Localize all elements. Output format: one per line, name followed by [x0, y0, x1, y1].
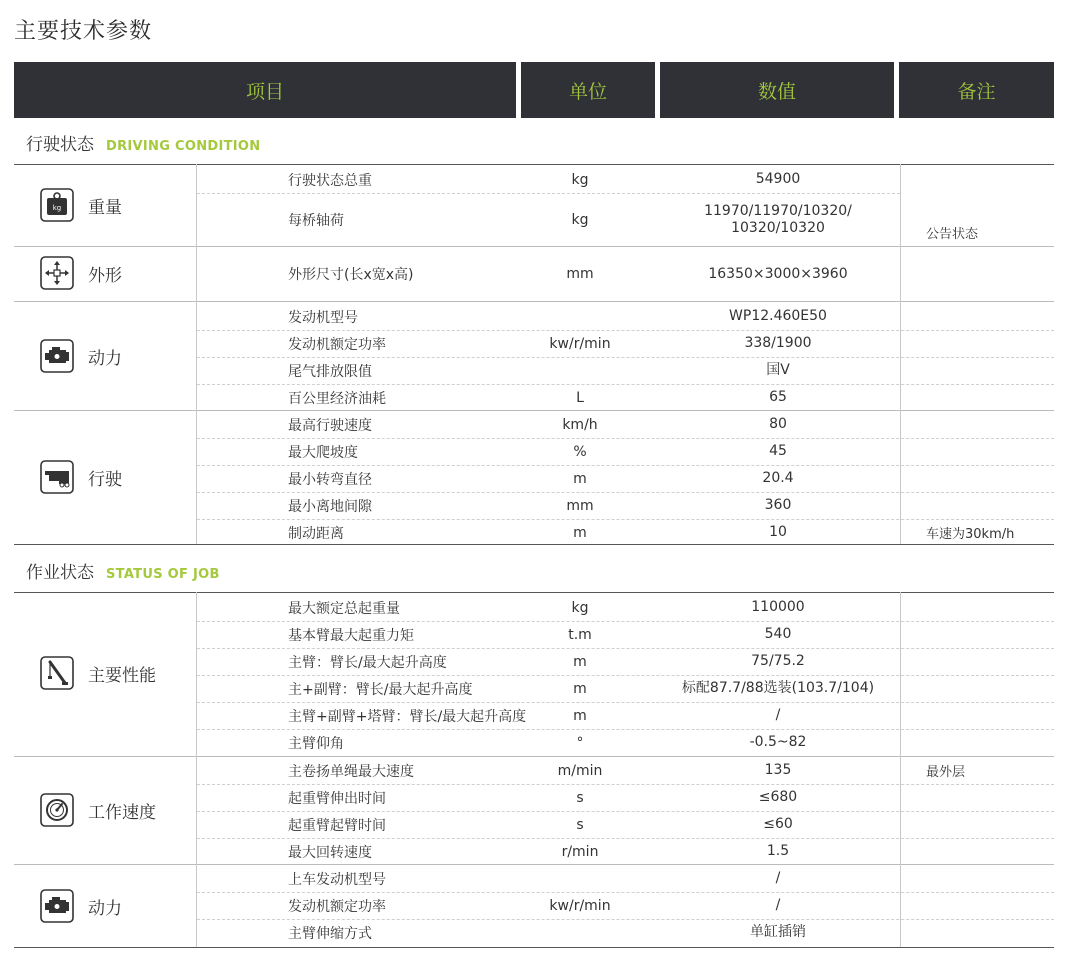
svg-text:kg: kg: [52, 204, 62, 212]
row-unit: %: [573, 443, 587, 460]
group-shape: [40, 256, 122, 290]
header-note: 备注: [899, 62, 1054, 118]
column-divider: [900, 592, 901, 947]
group-label: 动力: [88, 348, 122, 369]
row-value: -0.5~82: [749, 734, 807, 750]
row-item: 主臂仰角: [288, 735, 344, 752]
row-value: ≤60: [763, 816, 793, 832]
row-unit: m/min: [557, 762, 603, 779]
table-header: [14, 62, 1054, 118]
section-driving-cn: 行驶状态: [26, 135, 94, 155]
row-value: 540: [764, 626, 792, 642]
row-unit: m: [573, 653, 587, 670]
row-unit: km/h: [562, 416, 598, 433]
row-note: [926, 166, 1054, 193]
section-job-cn: 作业状态: [26, 563, 94, 583]
row-item: 主臂：臂长/最大起升高度: [288, 654, 447, 671]
row-item: 主臂+副臂+塔臂：臂长/最大起升高度: [288, 708, 527, 725]
row-item: 百公里经济油耗: [288, 390, 386, 407]
row-item: 上车发动机型号: [288, 871, 386, 888]
row-note: [926, 303, 1054, 330]
row-value: 360: [764, 497, 792, 513]
row-item: 最大回转速度: [288, 844, 372, 861]
page-title: 主要技术参数: [14, 19, 153, 44]
row-item: 最大爬坡度: [288, 444, 358, 461]
row-item: 每桥轴荷: [288, 212, 344, 229]
group-label: 主要性能: [88, 665, 156, 686]
row-note: [926, 492, 1054, 519]
section-rule: [14, 592, 1054, 593]
row-note: [926, 330, 1054, 357]
row-note: [926, 919, 1054, 946]
row-note: 车速为30km/h: [926, 527, 1015, 542]
row-item: 外形尺寸(长x宽x高): [288, 267, 414, 283]
row-unit: L: [576, 389, 584, 406]
row-note: [926, 594, 1054, 621]
row-item: 基本臂最大起重力矩: [288, 627, 414, 644]
group-divider: [14, 301, 1054, 302]
scale-kg-icon: [40, 188, 74, 222]
row-note: [926, 892, 1054, 919]
row-value: 54900: [755, 171, 801, 187]
row-value: 80: [769, 416, 787, 432]
row-item: 最高行驶速度: [288, 417, 372, 434]
group-travel: [40, 460, 122, 494]
row-item: 发动机型号: [288, 309, 358, 326]
row-note: [926, 648, 1054, 675]
group-label: 外形: [88, 265, 122, 286]
group-weight: [40, 188, 122, 222]
row-note: [926, 621, 1054, 648]
row-value: 338/1900: [744, 335, 812, 351]
row-item: 主卷扬单绳最大速度: [288, 763, 414, 780]
row-note: 最外层: [926, 765, 966, 780]
row-item: 主臂伸缩方式: [288, 925, 372, 942]
row-item: 最大额定总起重量: [288, 600, 400, 617]
move-arrows-icon: [40, 256, 74, 290]
truck-icon: [40, 460, 74, 494]
row-unit: mm: [566, 497, 594, 514]
row-unit: s: [576, 789, 584, 806]
row-item: 最小离地间隙: [288, 498, 372, 515]
row-note: [926, 865, 1054, 892]
section-job-en: STATUS OF JOB: [106, 567, 220, 582]
engine-icon: [40, 339, 74, 373]
row-unit: r/min: [561, 843, 599, 860]
row-value: 单缸插销: [750, 924, 806, 940]
crane-boom-icon: [40, 656, 74, 690]
row-note: [926, 384, 1054, 411]
group-label: 工作速度: [88, 802, 156, 823]
row-value: 16350×3000×3960: [708, 265, 848, 282]
column-divider: [196, 164, 197, 544]
row-unit: m: [573, 524, 587, 541]
row-note: [926, 729, 1054, 756]
row-value: 1.5: [766, 843, 790, 859]
speedometer-icon: [40, 793, 74, 827]
group-power: [40, 339, 122, 373]
header-unit: 单位: [521, 62, 655, 118]
row-unit: s: [576, 816, 584, 833]
group-power2: [40, 889, 122, 923]
row-unit: kg: [571, 211, 589, 228]
row-note: [926, 465, 1054, 492]
header-item: 项目: [14, 62, 516, 118]
row-note: [926, 838, 1054, 865]
row-item: 起重臂伸出时间: [288, 790, 386, 807]
section-rule: [14, 947, 1054, 948]
row-unit: [520, 919, 640, 946]
row-item: 起重臂起臂时间: [288, 817, 386, 834]
row-item: 制动距离: [288, 525, 344, 542]
header-value: 数值: [660, 62, 894, 118]
row-unit: kw/r/min: [549, 897, 611, 914]
group-label: 行驶: [88, 469, 122, 490]
row-unit: m: [573, 707, 587, 724]
column-divider: [900, 164, 901, 544]
row-unit: kg: [571, 171, 589, 188]
row-unit: m: [573, 680, 587, 697]
row-value: 45: [769, 443, 787, 459]
row-value: /: [775, 707, 781, 723]
row-value: 110000: [751, 599, 805, 615]
row-item: 尾气排放限值: [288, 363, 372, 380]
row-note: [926, 702, 1054, 729]
row-value: WP12.460E50: [729, 308, 827, 324]
row-unit: kg: [571, 599, 589, 616]
row-note: [926, 411, 1054, 438]
row-note: [926, 784, 1054, 811]
engine-icon: [40, 889, 74, 923]
group-label: 重量: [88, 197, 122, 218]
row-unit: [520, 865, 640, 892]
section-job: [26, 558, 220, 583]
row-note: [926, 675, 1054, 702]
row-value: /: [775, 897, 781, 913]
row-value: /: [775, 870, 781, 886]
row-unit: mm: [566, 266, 594, 282]
row-note: [926, 438, 1054, 465]
row-item: 发动机额定功率: [288, 336, 386, 353]
row-item: 主+副臂：臂长/最大起升高度: [288, 681, 473, 698]
row-unit: [520, 357, 640, 384]
row-note: [926, 193, 1054, 246]
row-unit: m: [573, 470, 587, 487]
row-value: 10: [769, 524, 787, 540]
section-driving: [26, 130, 260, 155]
row-unit: t.m: [568, 626, 592, 643]
row-item: 最小转弯直径: [288, 471, 372, 488]
row-unit: °: [576, 734, 584, 751]
row-value: 135: [764, 762, 792, 778]
row-value: 20.4: [762, 470, 794, 486]
row-value: 65: [769, 389, 787, 405]
row-unit: kw/r/min: [549, 335, 611, 352]
row-note: [926, 357, 1054, 384]
row-value: 75/75.2: [751, 653, 805, 669]
row-note: [926, 811, 1054, 838]
column-divider: [196, 592, 197, 947]
row-item: 行驶状态总重: [288, 172, 372, 189]
row-value: 国V: [766, 362, 790, 378]
row-value: ≤680: [758, 789, 798, 805]
group-perf: [40, 656, 156, 690]
group-label: 动力: [88, 898, 122, 919]
row-value: 11970/11970/10320/ 10320/10320: [704, 202, 852, 236]
group-speed: [40, 793, 156, 827]
section-driving-en: DRIVING CONDITION: [106, 139, 261, 154]
section-rule: [14, 164, 1054, 165]
row-unit: [520, 303, 640, 330]
note-merged: 公告状态: [926, 227, 979, 242]
row-value: 标配87.7/88选装(103.7/104): [681, 680, 875, 696]
row-item: 发动机额定功率: [288, 898, 386, 915]
row-note: [926, 247, 1054, 301]
